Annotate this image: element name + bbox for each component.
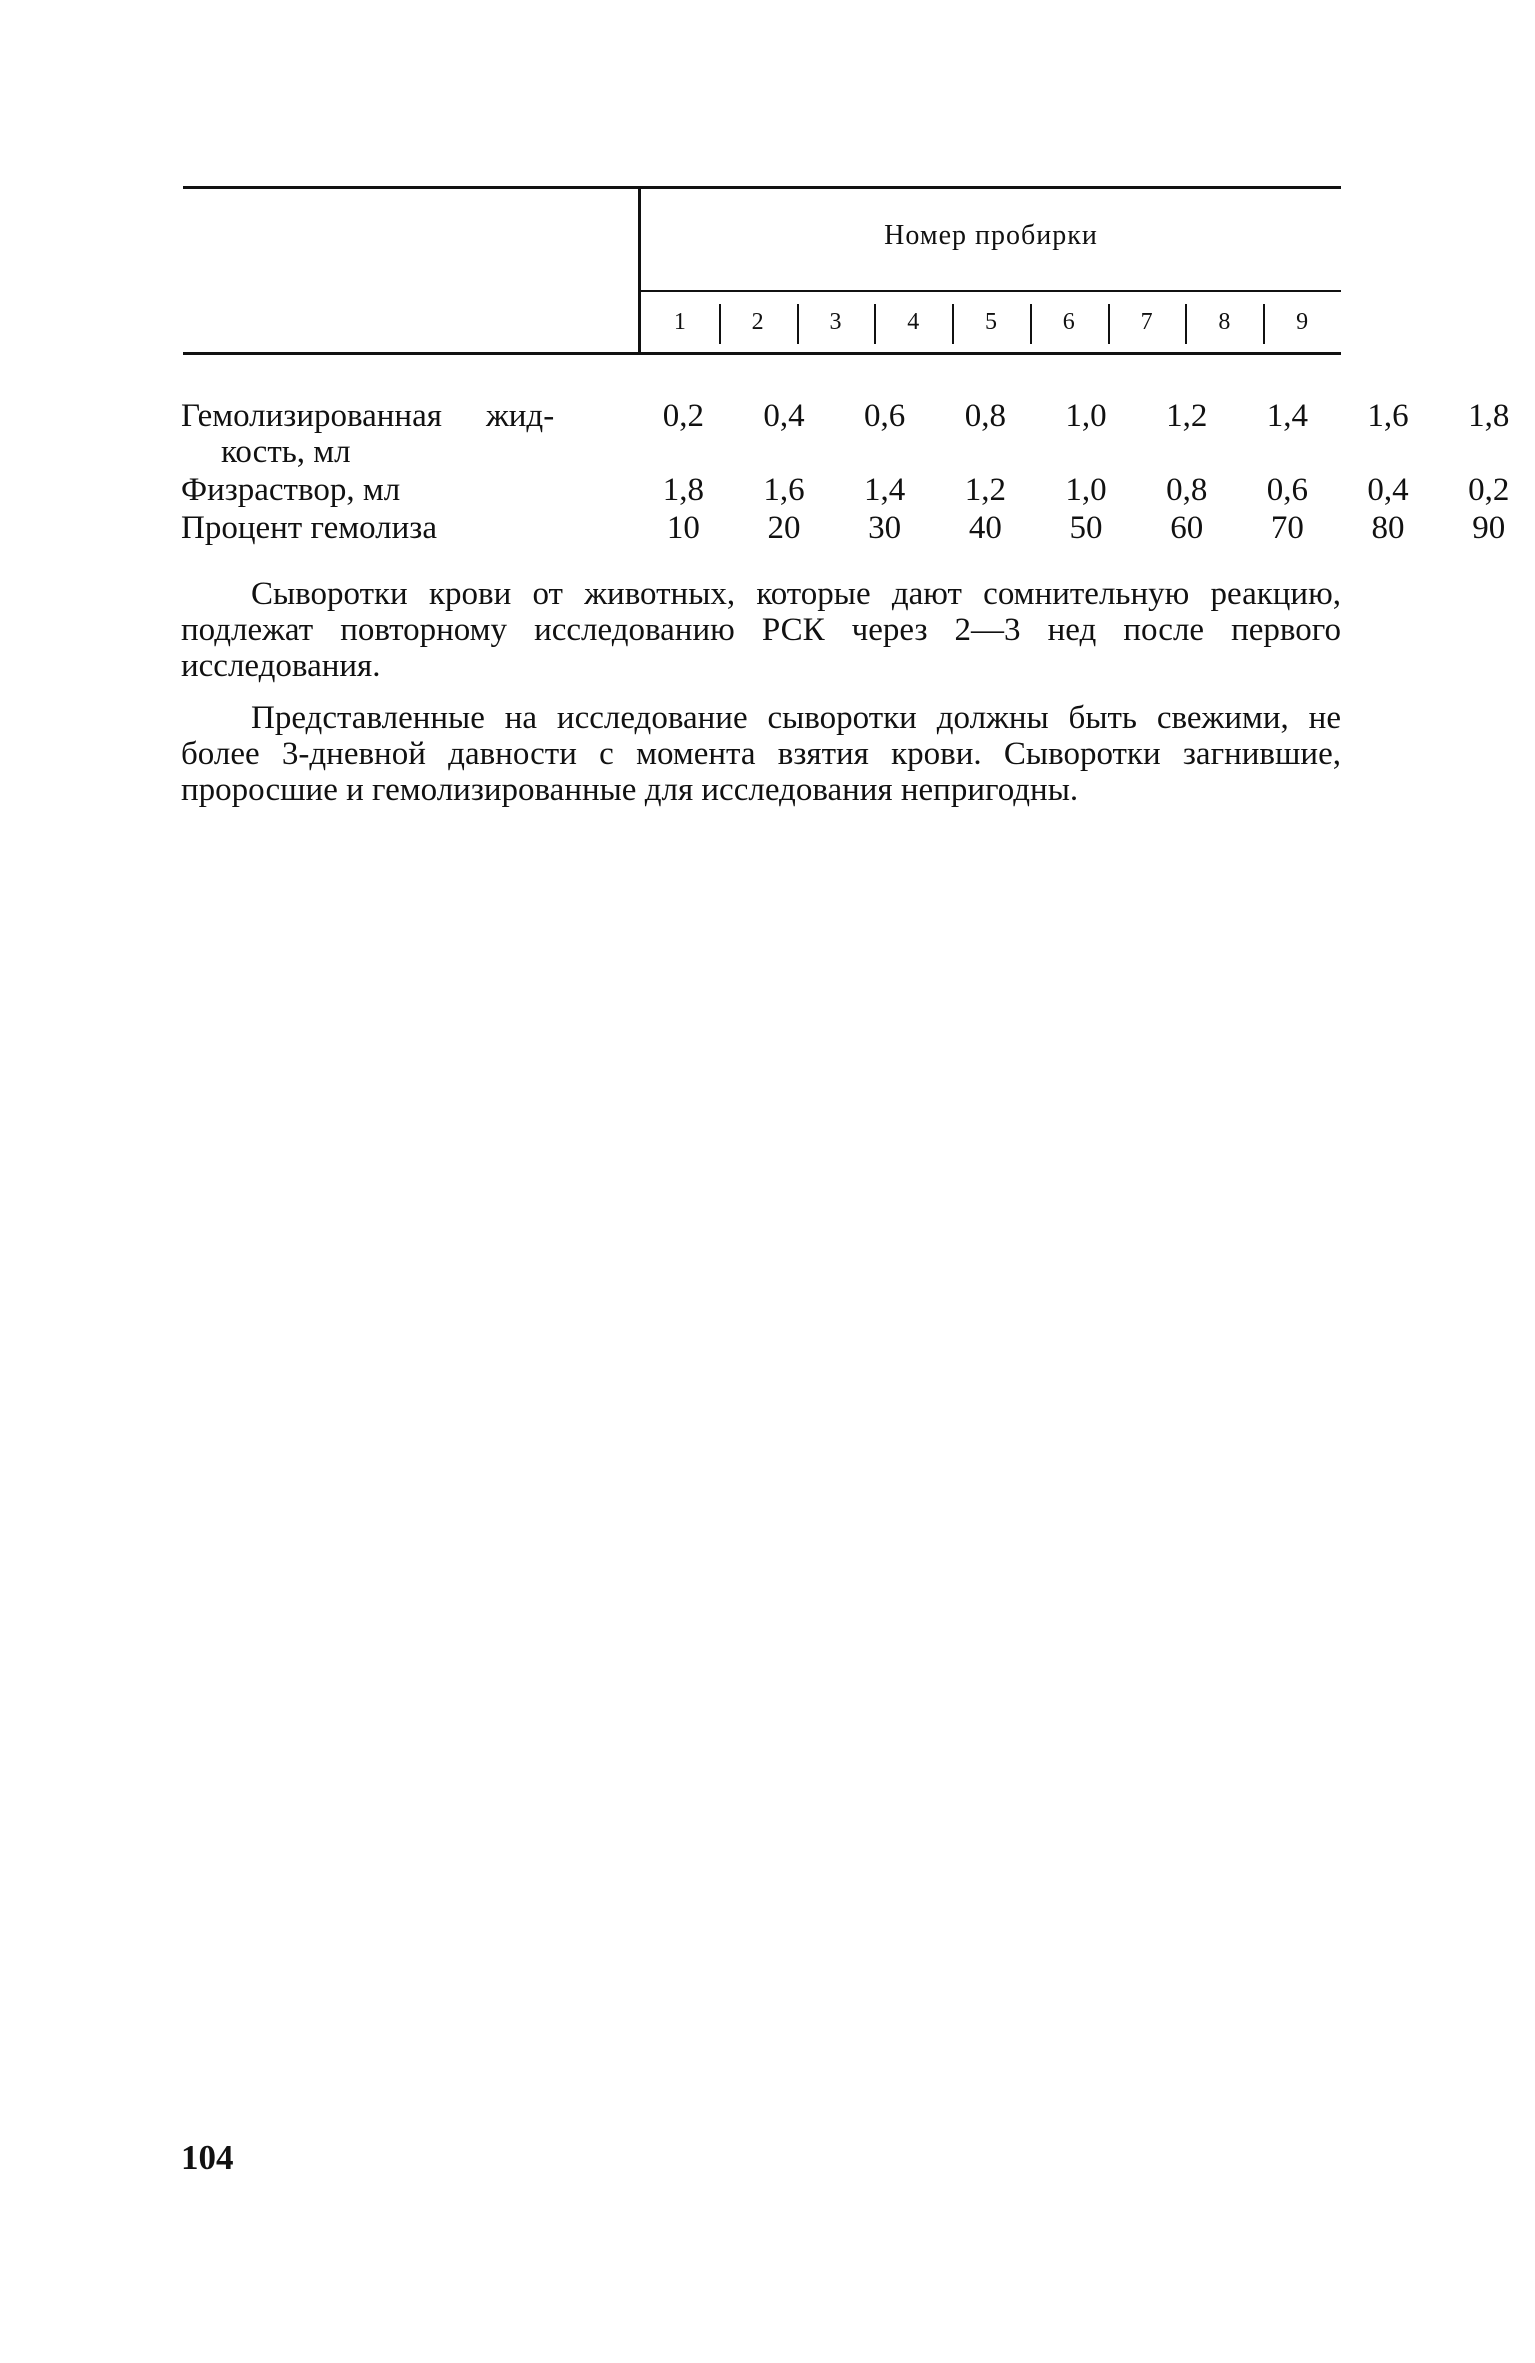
page-number: 104 [181,2138,234,2177]
row-label [181,398,554,435]
cell-value: 60 [1170,510,1204,546]
cell-value: 0,8 [964,398,1006,434]
row-label-part: Гемолизированная [181,398,442,434]
tube-number: 7 [1108,292,1186,352]
cell-value: 1,6 [1367,398,1409,434]
tube-number: 2 [719,292,797,352]
cell-value: 0,6 [864,398,906,434]
cell-value: 0,2 [662,398,704,434]
cell-value: 0,8 [1166,472,1208,508]
row-label-continuation: кость, мл [221,434,351,470]
paragraph: Представленные на исследование сыворотки должны быть свежими, не более 3-дневной давности с момента взятия крови. Сыворотки загнившие, проросшие и гемолизированные для исследования непригодны. [181,700,1341,808]
row-label: Физраствор, мл [181,472,401,508]
cell-value: 0,6 [1266,472,1308,508]
cell-value: 1,8 [1468,398,1510,434]
tube-number-row [641,292,1341,352]
cell-value: 0,2 [1468,472,1510,508]
tube-number: 9 [1263,292,1341,352]
paragraph: Сыворотки крови от животных, которые дают сомнительную реакцию, подлежат повторному исследованию РСК через 2—3 нед после первого исследования. [181,576,1341,684]
cell-value: 0,4 [763,398,805,434]
table-top-rule [183,186,1341,189]
cell-value: 30 [868,510,902,546]
tube-number: 5 [952,292,1030,352]
cell-value: 1,4 [864,472,906,508]
cell-value: 1,0 [1065,398,1107,434]
cell-value: 40 [968,510,1002,546]
tube-number: 8 [1185,292,1263,352]
tube-number: 1 [673,309,686,335]
cell-value: 90 [1472,510,1506,546]
row-values [633,398,1535,435]
tube-number: 6 [1030,292,1108,352]
cell-value: 70 [1270,510,1304,546]
body-text [181,576,1341,824]
header-title: Номер пробирки [884,220,1098,251]
cell-value: 80 [1371,510,1405,546]
cell-value: 1,2 [1166,398,1208,434]
cell-value: 1,6 [763,472,805,508]
cell-value: 0,4 [1367,472,1409,508]
tube-number: 4 [874,292,952,352]
cell-value: 10 [666,510,700,546]
cell-value: 1,2 [964,472,1006,508]
cell-value: 1,0 [1065,472,1107,508]
tube-number: 3 [797,292,875,352]
cell-value: 50 [1069,510,1103,546]
row-label-part: жид- [485,398,555,434]
cell-value: 20 [767,510,801,546]
row-values [633,510,1535,547]
cell-value: 1,4 [1266,398,1308,434]
cell-value: 1,8 [662,472,704,508]
row-values [633,472,1535,509]
table-header-bottom-rule [183,352,1341,355]
row-label: Процент гемолиза [181,510,437,546]
